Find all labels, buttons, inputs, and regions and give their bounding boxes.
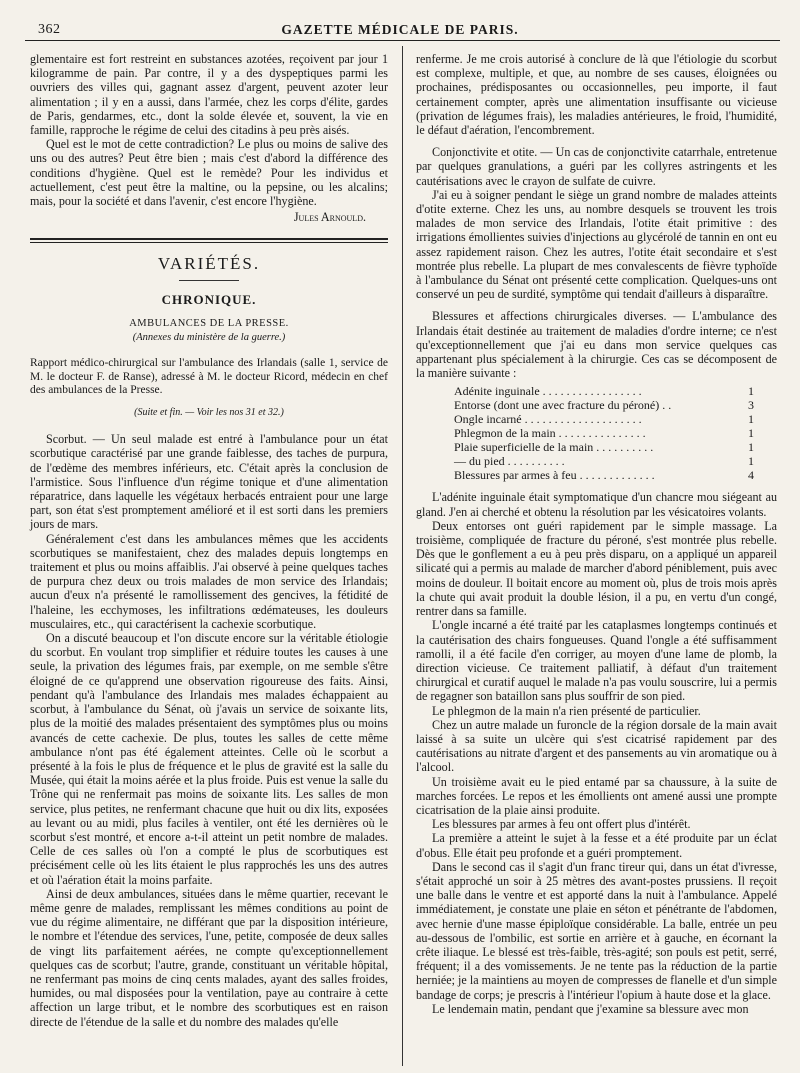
paragraph: Les blessures par armes à feu ont offert plus d'intérêt. <box>432 817 691 832</box>
paragraph: Ainsi de deux ambulances, situées dans le même quartier, recevant le même genre de malades, remplissant les mêmes conditions au point de vue du régime alimentaire, ne différant que par la disposition intérieure, le nombre et l'étendue des services, l'une, petite, composée de deux salles de vingt lits parfaitement aérées, ne compte qu'exceptionnellement quelques cas de scorbut; l'autre, grande, constituant un véritable hôpital, ne renfermant pas moins de cinq cents malades, ayant des salles froides, humides, ou mal disposées pour la ventilation, paye au contraire à cette affection un large tribut, et le nombre des scorbutiques est en raison directe de l'étendue de la salle et du nombre des malades qu'elle <box>30 886 388 1029</box>
page-number: 362 <box>38 22 61 37</box>
case-count: 1 <box>748 384 754 399</box>
paragraph: Conjonctivite et otite. — Un cas de conjonctivite catarrhale, entretenue par quelques granulations, a guéri par les collyres astringents et les cautérisations avec le crayon de sulfate de cuivre. <box>416 145 777 188</box>
paragraph: L'ongle incarné a été traité par les cataplasmes longtemps continués et la cautérisation des chairs fongueuses. Quand l'ongle a été suffisamment ramolli, il a été facile d'en corriger, au moyen d'une lame de plomb, la direction vicieuse. Ce traitement palliatif, à défaut d'un traitement chirurgical et curatif auquel le malade n'a pas voulu souscrire, lui a permis de regagner son bataillon sans plus souffrir de son pied. <box>416 618 777 704</box>
table-row <box>454 440 754 454</box>
table-row <box>454 454 754 468</box>
paragraph: Un troisième avait eu le pied entamé par sa chaussure, à la suite de marches forcées. Le repos et les émollients ont amené aussi une prompte cicatrisation de la plaie ainsi produite. <box>416 774 777 817</box>
case-label: Adénite inguinale . . . . . . . . . . . . . . . . . <box>454 384 642 399</box>
paragraph: Chez un autre malade un furoncle de la région dorsale de la main avait laissé à sa suite un ulcère qui s'est cicatrisé rapidement par des cautérisations au nitrate d'argent et des pansements au vin aromatique ou à l'alcool. <box>416 717 777 775</box>
section-rule <box>30 238 388 243</box>
paragraph: Dans le second cas il s'agit d'un franc tireur qui, dans un état d'ivresse, s'était approché un soir à 25 mètres des avant-postes prussiens. Il reçoit une balle dans le ventre et est apporté dans la nuit à l'ambulance. Appelé immédiatement, je constate une plaie en séton et pénétrante de l'abdomen, avec hernie d'une masse épiploïque considérable. La balle, entrée un peu au-dessous de l'ombilic, est sortie en arrière et à gauche, en écornant la crête iliaque. Le blessé est très-faible, très-agité; son pouls est petit, serré, fréquent; il a des vomissements. Je ne tente pas la réduction de la partie herniée; je la maintiens au moyen de compresses de flanelle et d'un simple bandage de corps; je prescris à l'intérieur l'opium à haute dose et la glace. <box>416 859 777 1002</box>
paragraph: On a discuté beaucoup et l'on discute encore sur la véritable étiologie du scorbut. En voulant trop simplifier et réduire toutes les causes à une seule, la privation des légumes frais, par exemple, on me semble s'être éloigné de ce qu'apprend une observation rigoureuse des faits. Ainsi, pendant qu'à l'ambulance des Irlandais mes malades échappaient au scorbut, à l'ambulance du Sénat, où j'avais un service de soixante lits, plus de la moitié des malades présentaient des symptômes plus ou moins avancés de cette cachexie. De plus, toutes les salles de cette même ambulance n'ont pas été également atteintes. Celle où le scorbut a présenté à la fois le plus de fréquence et le plus de gravité est la salle du Musée, qui était la moins aérée et la plus froide. Puis est venue la salle du Trône qui ne renfermait pas moins de soixante lits. Les salles de mon service, plus petites, ne renfermant chacune que huit ou dix lits, exposées au levant ou au midi, plus faciles à ventiler, ont été les dernières où le scorbut s'est montré, et encore a-t-il atteint un petit nombre de malades. Celle de ces salles où l'on a compté le plus de scorbutiques est précisément celle où les lits étaient le plus rapprochés les uns des autres et où l'aération était la moins parfaite. <box>30 631 388 887</box>
table-row <box>454 468 754 482</box>
cases-table <box>416 384 777 482</box>
case-count: 1 <box>748 440 754 455</box>
case-label: — du pied . . . . . . . . . . <box>454 454 565 469</box>
report-title: Rapport médico-chirurgical sur l'ambulance des Irlandais (salle 1, service de M. le docteur F. de Ranse), adressé à M. le docteur Ricord, médecin en chef des ambulances de la Presse. <box>30 357 388 397</box>
paragraph: Blessures et affections chirurgicales diverses. — L'ambulance des Irlandais était destinée au traitement de maladies d'ordre interne; ce n'est qu'exceptionnellement que j'ai eu dans mon service quelques cas appartenant plus spécialement à la chirurgie. Ces cas se décomposent de la manière suivante : <box>416 309 777 381</box>
ambulances-title: AMBULANCES DE LA PRESSE. <box>129 317 289 329</box>
paragraph: La première a atteint le sujet à la fesse et a été produite par un éclat d'obus. Elle était peu profonde et a guéri promptement. <box>416 831 777 860</box>
paragraph: Le lendemain matin, pendant que j'examine sa blessure avec mon <box>432 1001 749 1016</box>
case-count: 4 <box>748 468 754 483</box>
continuation-note: (Suite et fin. — Voir les nos 31 et 32.) <box>134 407 284 419</box>
paragraph: renferme. Je me crois autorisé à conclure de là que l'étiologie du scorbut est complexe, multiple, et que, au nombre de ses causes, éloignées ou prochaines, prédisposantes ou occasionnelles, peu importe, il faut certainement compter, après une alimentation insuffisante ou vicieuse (privation de légumes frais), les maladies antérieures, le froid, l'humidité, le défaut d'aération, l'encombrement. <box>416 52 777 138</box>
case-label: Ongle incarné . . . . . . . . . . . . . . . . . . . . <box>454 412 642 427</box>
table-row <box>454 384 754 398</box>
left-column <box>30 52 388 1029</box>
case-count: 1 <box>748 412 754 427</box>
paragraph: L'adénite inguinale était symptomatique d'un chancre mou siégeant au gland. J'en ai cherché et obtenu la résolution par les vésicatoires volants. <box>416 490 777 519</box>
page-header <box>30 20 770 42</box>
column-divider <box>402 46 403 1066</box>
case-label: Entorse (dont une avec fracture du péroné) . . <box>454 398 672 413</box>
journal-title: GAZETTE MÉDICALE DE PARIS. <box>281 22 519 37</box>
chronique-title: CHRONIQUE. <box>161 291 257 307</box>
section-title: VARIÉTÉS. <box>157 254 261 274</box>
paragraph: glementaire est fort restreint en substances azotées, reçoivent par jour 1 kilogramme de pain. Par contre, il y a des dyspeptiques parmi les ouvriers des villes qui, gagnant assez d'argent, peuvent azoter leur alimentation ; il y en a aussi, dans l'armée, chez les corps d'élite, gardes de Paris, gendarmes, etc., dont la solde élevée et, souvent, la vie en famille, rapproche le régime de celui des citadins à peu près aisés. <box>30 52 388 138</box>
paragraph: J'ai eu à soigner pendant le siège un grand nombre de malades atteints d'otite externe. Chez les uns, au nombre desquels se trouvent les trois malades de mon service des Irlandais, l'otite était primitive : des irrigations émollientes suivies d'injections au glycérolé de tannin en ont eu assez rapidement raison. Chez les autres, l'otite était secondaire et s'est montrée plus rebelle. La plupart de mes convalescents de fièvre typhoïde à l'ambulance du Sénat ont présenté cette complication. Quelques-uns ont conservé un peu de surdité, symptôme qui tendait d'ailleurs à disparaître. <box>416 187 777 302</box>
paragraph: Généralement c'est dans les ambulances mêmes que les accidents scorbutiques se manifestaient, chez des malades depuis longtemps en traitement et plus ou moins affaiblis. J'ai observé à peine quelques taches de purpura chez deux ou trois malades de mon service des Irlandais; aucun d'eux n'a présenté le ramollissement des gencives, la fétidité de l'haleine, les ecchymoses, les infiltrations œdémateuses, les douleurs musculaires, etc., qui caractérisent la cachexie scorbutique. <box>30 531 388 631</box>
paragraph: Le phlegmon de la main n'a rien présenté de particulier. <box>432 703 701 718</box>
case-label: Plaie superficielle de la main . . . . . . . . . . <box>454 440 654 455</box>
annex-note: (Annexes du ministère de la guerre.) <box>132 332 286 344</box>
title-rule <box>179 280 239 281</box>
case-count: 1 <box>748 454 754 469</box>
case-count: 1 <box>748 426 754 441</box>
paragraph: Quel est le mot de cette contradiction? Le plus ou moins de salive des uns ou des autres? Peut être bien ; mais c'est d'abord la différence des conditions d'hygiène. Quel est le remède? Pour les individus et actuellement, c'est peut être la maltine, ou la pepsine, ou les alcalins; mais, pour la société et dans l'avenir, c'est encore l'hygiène. <box>30 137 388 209</box>
header-rule <box>25 40 780 41</box>
table-row <box>454 398 754 412</box>
cases-table-body <box>454 384 754 482</box>
author-signature: Jules Arnould. <box>293 210 366 225</box>
case-label: Phlegmon de la main . . . . . . . . . . . . . . . <box>454 426 646 441</box>
paragraph: Deux entorses ont guéri rapidement par le simple massage. La troisième, compliquée de fracture du péroné, s'est montrée plus rebelle. Dès que le gonflement a eu à peu près disparu, on a appliqué un appareil silicaté qui a permis au malade de marcher d'abord péniblement, puis avec moins de douleur. Il boitait encore au moment où, plus de trois mois après la chute qui avait produit la double lésion, il a pu, en vertu d'un congé, rentrer dans sa famille. <box>416 518 777 619</box>
case-count: 3 <box>748 398 754 413</box>
right-column <box>416 52 777 1016</box>
paragraph: Scorbut. — Un seul malade est entré à l'ambulance pour un état scorbutique caractérisé par une grande faiblesse, des taches de purpura, de l'œdème des membres inférieurs, etc. C'était après la conclusion de l'armistice. Sous l'influence d'un régime tonique et d'une alimentation réparatrice, dans laquelle les végétaux herbacés entraient pour une large part, son état s'est promptement amélioré et il est sorti dans les premiers jours de mars. <box>30 432 388 532</box>
table-row <box>454 426 754 440</box>
case-label: Blessures par armes à feu . . . . . . . . . . . . . <box>454 468 655 483</box>
table-row <box>454 412 754 426</box>
